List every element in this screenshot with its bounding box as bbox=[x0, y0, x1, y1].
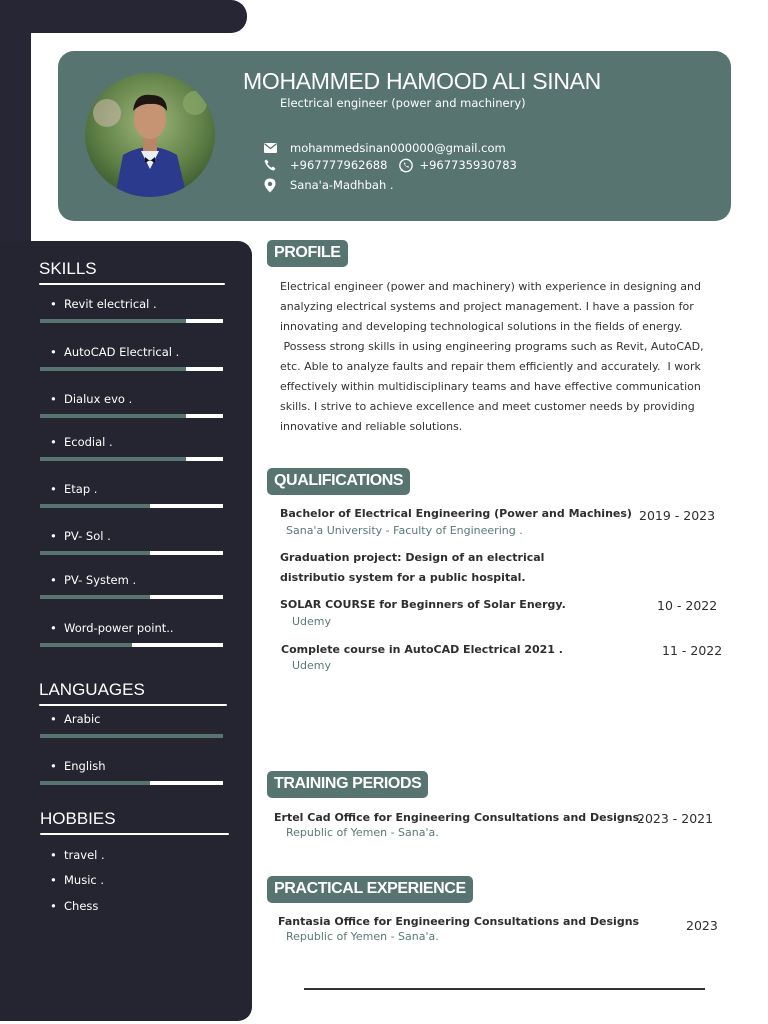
bottom-divider bbox=[304, 988, 705, 990]
hobby-item: • Music . bbox=[40, 873, 104, 887]
skill-item: • PV- System . bbox=[40, 573, 223, 599]
course-provider: Udemy bbox=[292, 615, 332, 628]
top-decor-bar bbox=[0, 0, 247, 33]
skill-level-bar bbox=[40, 367, 223, 371]
skill-level-bar bbox=[40, 457, 223, 461]
phone-icon bbox=[263, 158, 277, 172]
graduation-project: Graduation project: Design of an electrical distributio system for a public hospital. bbox=[280, 551, 545, 584]
degree-title: Bachelor of Electrical Engineering (Power and Machines) bbox=[280, 507, 632, 520]
skill-item: • Etap . bbox=[40, 482, 223, 508]
skill-level-bar bbox=[40, 643, 223, 647]
skill-level-bar bbox=[40, 414, 223, 418]
profile-paragraph: Possess strong skills in using engineering programs such as Revit, AutoCAD, etc. Able to analyze faults and repair them efficiently and accurately. I work effectively within multidisciplinary teams and have effective communication skills. I strive to achieve excellence and meet customer needs by providing innovative and reliable solutions. bbox=[280, 340, 708, 433]
skill-level-bar bbox=[40, 551, 223, 555]
course-title: SOLAR COURSE for Beginners of Solar Energy. bbox=[280, 598, 566, 611]
skill-item: • PV- Sol . bbox=[40, 529, 223, 555]
location-pin-icon bbox=[263, 178, 277, 192]
contact-email bbox=[263, 141, 506, 155]
email-link[interactable]: mohammedsinan000000@gmail.com bbox=[290, 141, 506, 155]
training-heading: TRAINING PERIODS bbox=[267, 771, 428, 798]
mail-icon bbox=[263, 141, 277, 155]
skill-level-bar bbox=[40, 319, 223, 323]
job-title: Electrical engineer (power and machinery) bbox=[280, 96, 526, 110]
skill-item: • Word-power point.. bbox=[40, 621, 223, 647]
skill-item: • Revit electrical . bbox=[40, 297, 223, 323]
experience-org: Fantasia Office for Engineering Consultations and Designs bbox=[278, 915, 640, 928]
profile-text bbox=[280, 277, 710, 437]
profile-photo bbox=[85, 73, 215, 197]
phone-number[interactable]: +967777962688 bbox=[290, 158, 388, 172]
skill-level-bar bbox=[40, 595, 223, 599]
profile-heading: PROFILE bbox=[267, 240, 348, 267]
experience-heading: PRACTICAL EXPERIENCE bbox=[267, 876, 473, 903]
profile-paragraph: Electrical engineer (power and machinery) with experience in designing and analyzing electrical systems and project management. I have a passion for innovating and developing technological solutions in the fields of energy. bbox=[280, 280, 705, 333]
contact-phones bbox=[263, 158, 517, 172]
qualifications-heading: QUALIFICATIONS bbox=[267, 468, 410, 495]
skill-level-bar bbox=[40, 504, 223, 508]
training-date: 2023 - 2021 bbox=[637, 811, 714, 826]
whatsapp-number[interactable]: +967735930783 bbox=[419, 158, 517, 172]
person-name: MOHAMMED HAMOOD ALI SINAN bbox=[243, 68, 601, 94]
hobby-item: • Chess bbox=[40, 899, 98, 913]
skill-item: • AutoCAD Electrical . bbox=[40, 345, 223, 371]
header-card bbox=[58, 51, 731, 221]
left-decor-strip bbox=[0, 0, 31, 250]
experience-place: Republic of Yemen - Sana'a. bbox=[286, 930, 439, 943]
language-item: • English bbox=[40, 759, 223, 785]
university-name: Sana'a University - Faculty of Engineering . bbox=[286, 524, 523, 537]
degree-date: 2019 - 2023 bbox=[639, 508, 716, 523]
languages-heading: LANGUAGES bbox=[39, 680, 145, 700]
skills-heading: SKILLS bbox=[39, 259, 97, 279]
training-place: Republic of Yemen - Sana'a. bbox=[286, 826, 439, 839]
course-provider: Udemy bbox=[292, 659, 332, 672]
hobbies-heading: HOBBIES bbox=[40, 809, 116, 829]
language-level-bar bbox=[40, 734, 223, 738]
experience-date: 2023 bbox=[686, 918, 718, 933]
course-date: 11 - 2022 bbox=[662, 643, 723, 658]
location-text: Sana'a-Madhbah . bbox=[290, 178, 394, 192]
hobby-item: • travel . bbox=[40, 848, 105, 862]
language-item: • Arabic bbox=[40, 712, 223, 738]
contact-location bbox=[263, 178, 394, 192]
training-org: Ertel Cad Office for Engineering Consultations and Designs. bbox=[274, 811, 644, 824]
language-level-bar bbox=[40, 781, 223, 785]
course-title: Complete course in AutoCAD Electrical 2021 . bbox=[281, 643, 563, 656]
skill-item: • Ecodial . bbox=[40, 435, 223, 461]
whatsapp-icon bbox=[399, 158, 413, 172]
course-date: 10 - 2022 bbox=[657, 598, 718, 613]
skill-item: • Dialux evo . bbox=[40, 392, 223, 418]
